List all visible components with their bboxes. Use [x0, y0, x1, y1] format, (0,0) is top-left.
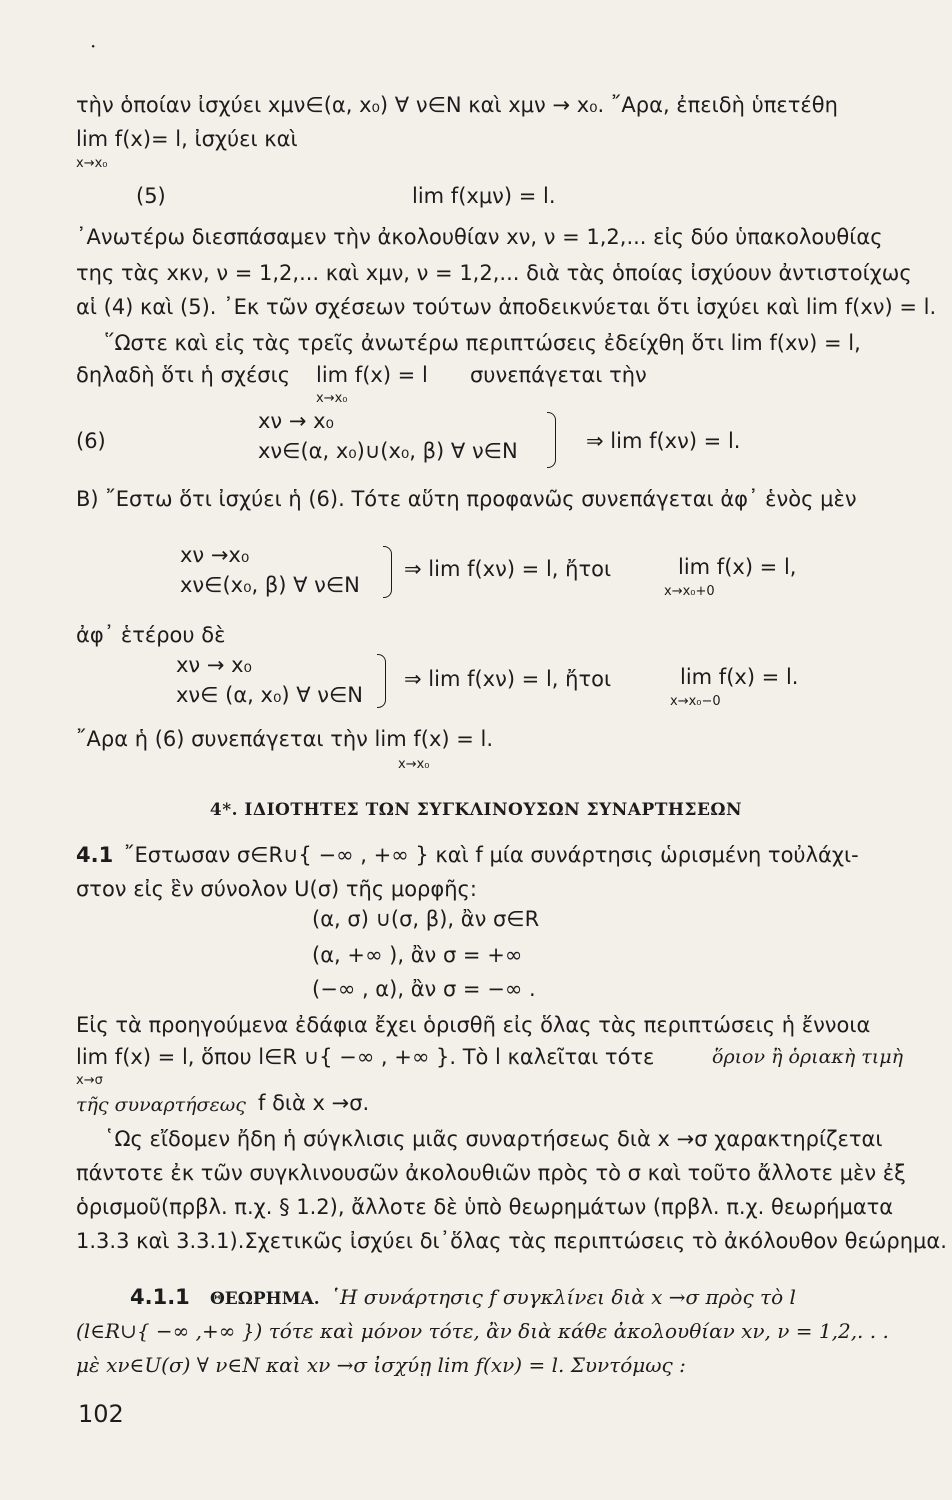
- right-brace: [383, 546, 392, 598]
- right-brace: [377, 654, 386, 708]
- limit-expression: lim f(x) = l,: [678, 555, 797, 579]
- system-line: xν →x₀: [180, 543, 250, 567]
- section-heading: 4*. ΙΔΙΟΤΗΤΕΣ ΤΩΝ ΣΥΓΚΛΙΝΟΥΣΩΝ ΣΥΝΑΡΤΗΣΕΩΝ: [209, 800, 743, 820]
- limit-subscript: x→x₀: [316, 391, 348, 406]
- theorem-number: 4.1.1: [130, 1285, 190, 1309]
- text-line: τὴν ὁποίαν ἰσχύει xμν∈(α, x₀) ∀ ν∈N καὶ xμν → x₀. ῎Αρα, ἐπειδὴ ὑπετέθη: [76, 93, 838, 117]
- text-line: ῞Ωστε καὶ εἰς τὰς τρεῖς ἀνωτέρω περιπτώσεις ἐδείχθη ὅτι lim f(xν) = l,: [104, 331, 861, 355]
- text-line: ῎Αρα ἡ (6) συνεπάγεται τὴν lim f(x) = l.: [76, 727, 494, 751]
- speck: ·: [90, 34, 97, 58]
- equation: ⇒ lim f(xν) = l.: [586, 429, 741, 453]
- text-line: δηλαδὴ ὅτι ἡ σχέσις: [76, 363, 291, 387]
- text-line: Εἰς τὰ προηγούμενα ἐδάφια ἔχει ὁρισθῆ εἰς ὅλας τὰς περιπτώσεις ἡ ἔννοια: [76, 1013, 871, 1037]
- right-brace: [547, 412, 556, 468]
- text-line: ᾿Ανωτέρω διεσπάσαμεν τὴν ἀκολουθίαν xν, ν = 1,2,... εἰς δύο ὑπακολουθίας: [76, 225, 883, 249]
- system-line: xν∈(α, x₀)∪(x₀, β) ∀ ν∈N: [258, 439, 518, 463]
- equation: ⇒ lim f(xν) = l, ἤτοι: [404, 557, 612, 581]
- limit-subscript: x→x₀−0: [670, 694, 721, 709]
- equation-number: (5): [136, 184, 166, 208]
- system-line: xν → x₀: [176, 653, 252, 677]
- text-line: της τὰς xκν, ν = 1,2,... καὶ xμν, ν = 1,2,... διὰ τὰς ὁποίας ἰσχύουν ἀντιστοίχως: [76, 261, 912, 285]
- text-line: πάντοτε ἐκ τῶν συγκλινουσῶν ἀκολουθιῶν πρὸς τὸ σ καὶ τοῦτο ἄλλοτε μὲν ἐξ: [76, 1161, 906, 1185]
- equation-number: (6): [76, 429, 106, 453]
- theorem-text: (l∈R∪{ −∞ ,+∞ }) τότε καὶ μόνον τότε, ἂν διὰ κάθε ἀκολουθίαν xν, ν = 1,2,. . .: [76, 1319, 889, 1343]
- limit-subscript: x→x₀: [398, 757, 430, 772]
- limit-expression: lim f(x) = l: [316, 363, 428, 387]
- text-line: στον εἰς ἓν σύνολον U(σ) τῆς μορφῆς:: [76, 877, 477, 901]
- text-line-italic: τῆς συναρτήσεως: [76, 1094, 246, 1116]
- text-line: B) ῎Εστω ὅτι ἰσχύει ἡ (6). Τότε αὕτη προφανῶς συνεπάγεται ἀφ᾿ ἑνὸς μὲν: [76, 487, 857, 511]
- theorem-text: μὲ xν∈U(σ) ∀ ν∈N καὶ xν →σ ἰσχύῃ lim f(xν) = l. Συντόμως :: [76, 1353, 686, 1377]
- text-line: ῎Εστωσαν σ∈R∪{ −∞ , +∞ } καὶ f μία συνάρτησις ὡρισμένη τοὐλάχι-: [124, 843, 859, 867]
- limit-subscript: x→x₀+0: [664, 584, 715, 599]
- text-line: f διὰ x →σ.: [258, 1091, 370, 1115]
- set-definition: (−∞ , α), ἂν σ = −∞ .: [312, 977, 536, 1001]
- limit-subscript: x→σ: [76, 1073, 103, 1088]
- page-number: 102: [78, 1400, 124, 1428]
- text-line: ὁρισμοῦ(πρβλ. π.χ. § 1.2), ἄλλοτε δὲ ὑπὸ θεωρημάτων (πρβλ. π.χ. θεωρήματα: [76, 1195, 894, 1219]
- set-definition: (α, +∞ ), ἂν σ = +∞: [312, 943, 523, 967]
- text-line: lim f(x)= l, ἰσχύει καὶ: [76, 127, 298, 151]
- set-definition: (α, σ) ∪(σ, β), ἂν σ∈R: [312, 907, 540, 931]
- section-number: 4.1: [76, 843, 114, 867]
- limit-expression: lim f(x) = l.: [680, 665, 799, 689]
- system-line: xν∈(x₀, β) ∀ ν∈N: [180, 573, 360, 597]
- text-line: ῾Ως εἴδομεν ἤδη ἡ σύγκλισις μιᾶς συναρτήσεως διὰ x →σ χαρακτηρίζεται: [104, 1127, 883, 1151]
- system-line: xν∈ (α, x₀) ∀ ν∈N: [176, 683, 364, 707]
- text-line: αἱ (4) καὶ (5). ᾿Εκ τῶν σχέσεων τούτων ἀποδεικνύεται ὅτι ἰσχύει καὶ lim f(xν) = l.: [76, 295, 937, 319]
- limit-subscript: x→x₀: [76, 156, 108, 171]
- text-line: συνεπάγεται τὴν: [470, 363, 647, 387]
- equation: lim f(xμν) = l.: [412, 184, 556, 208]
- equation: ⇒ lim f(xν) = l, ἤτοι: [404, 667, 612, 691]
- theorem-text: ῾Η συνάρτησις f συγκλίνει διὰ x →σ πρὸς τὸ l: [330, 1285, 796, 1309]
- text-line-italic: ὅριον ἢ ὁριακὴ τιμὴ: [712, 1046, 903, 1068]
- system-line: xν → x₀: [258, 409, 334, 433]
- text-line: 1.3.3 καὶ 3.3.1).Σχετικῶς ἰσχύει δι᾿ὅλας τὰς περιπτώσεις τὸ ἀκόλουθον θεώρημα.: [76, 1229, 947, 1253]
- text-line: lim f(x) = l, ὅπου l∈R ∪{ −∞ , +∞ }. Τὸ l καλεῖται τότε: [76, 1045, 655, 1069]
- theorem-label: ΘΕΩΡΗΜΑ.: [210, 1289, 320, 1309]
- text-line: ἀφ᾿ ἑτέρου δὲ: [76, 623, 226, 647]
